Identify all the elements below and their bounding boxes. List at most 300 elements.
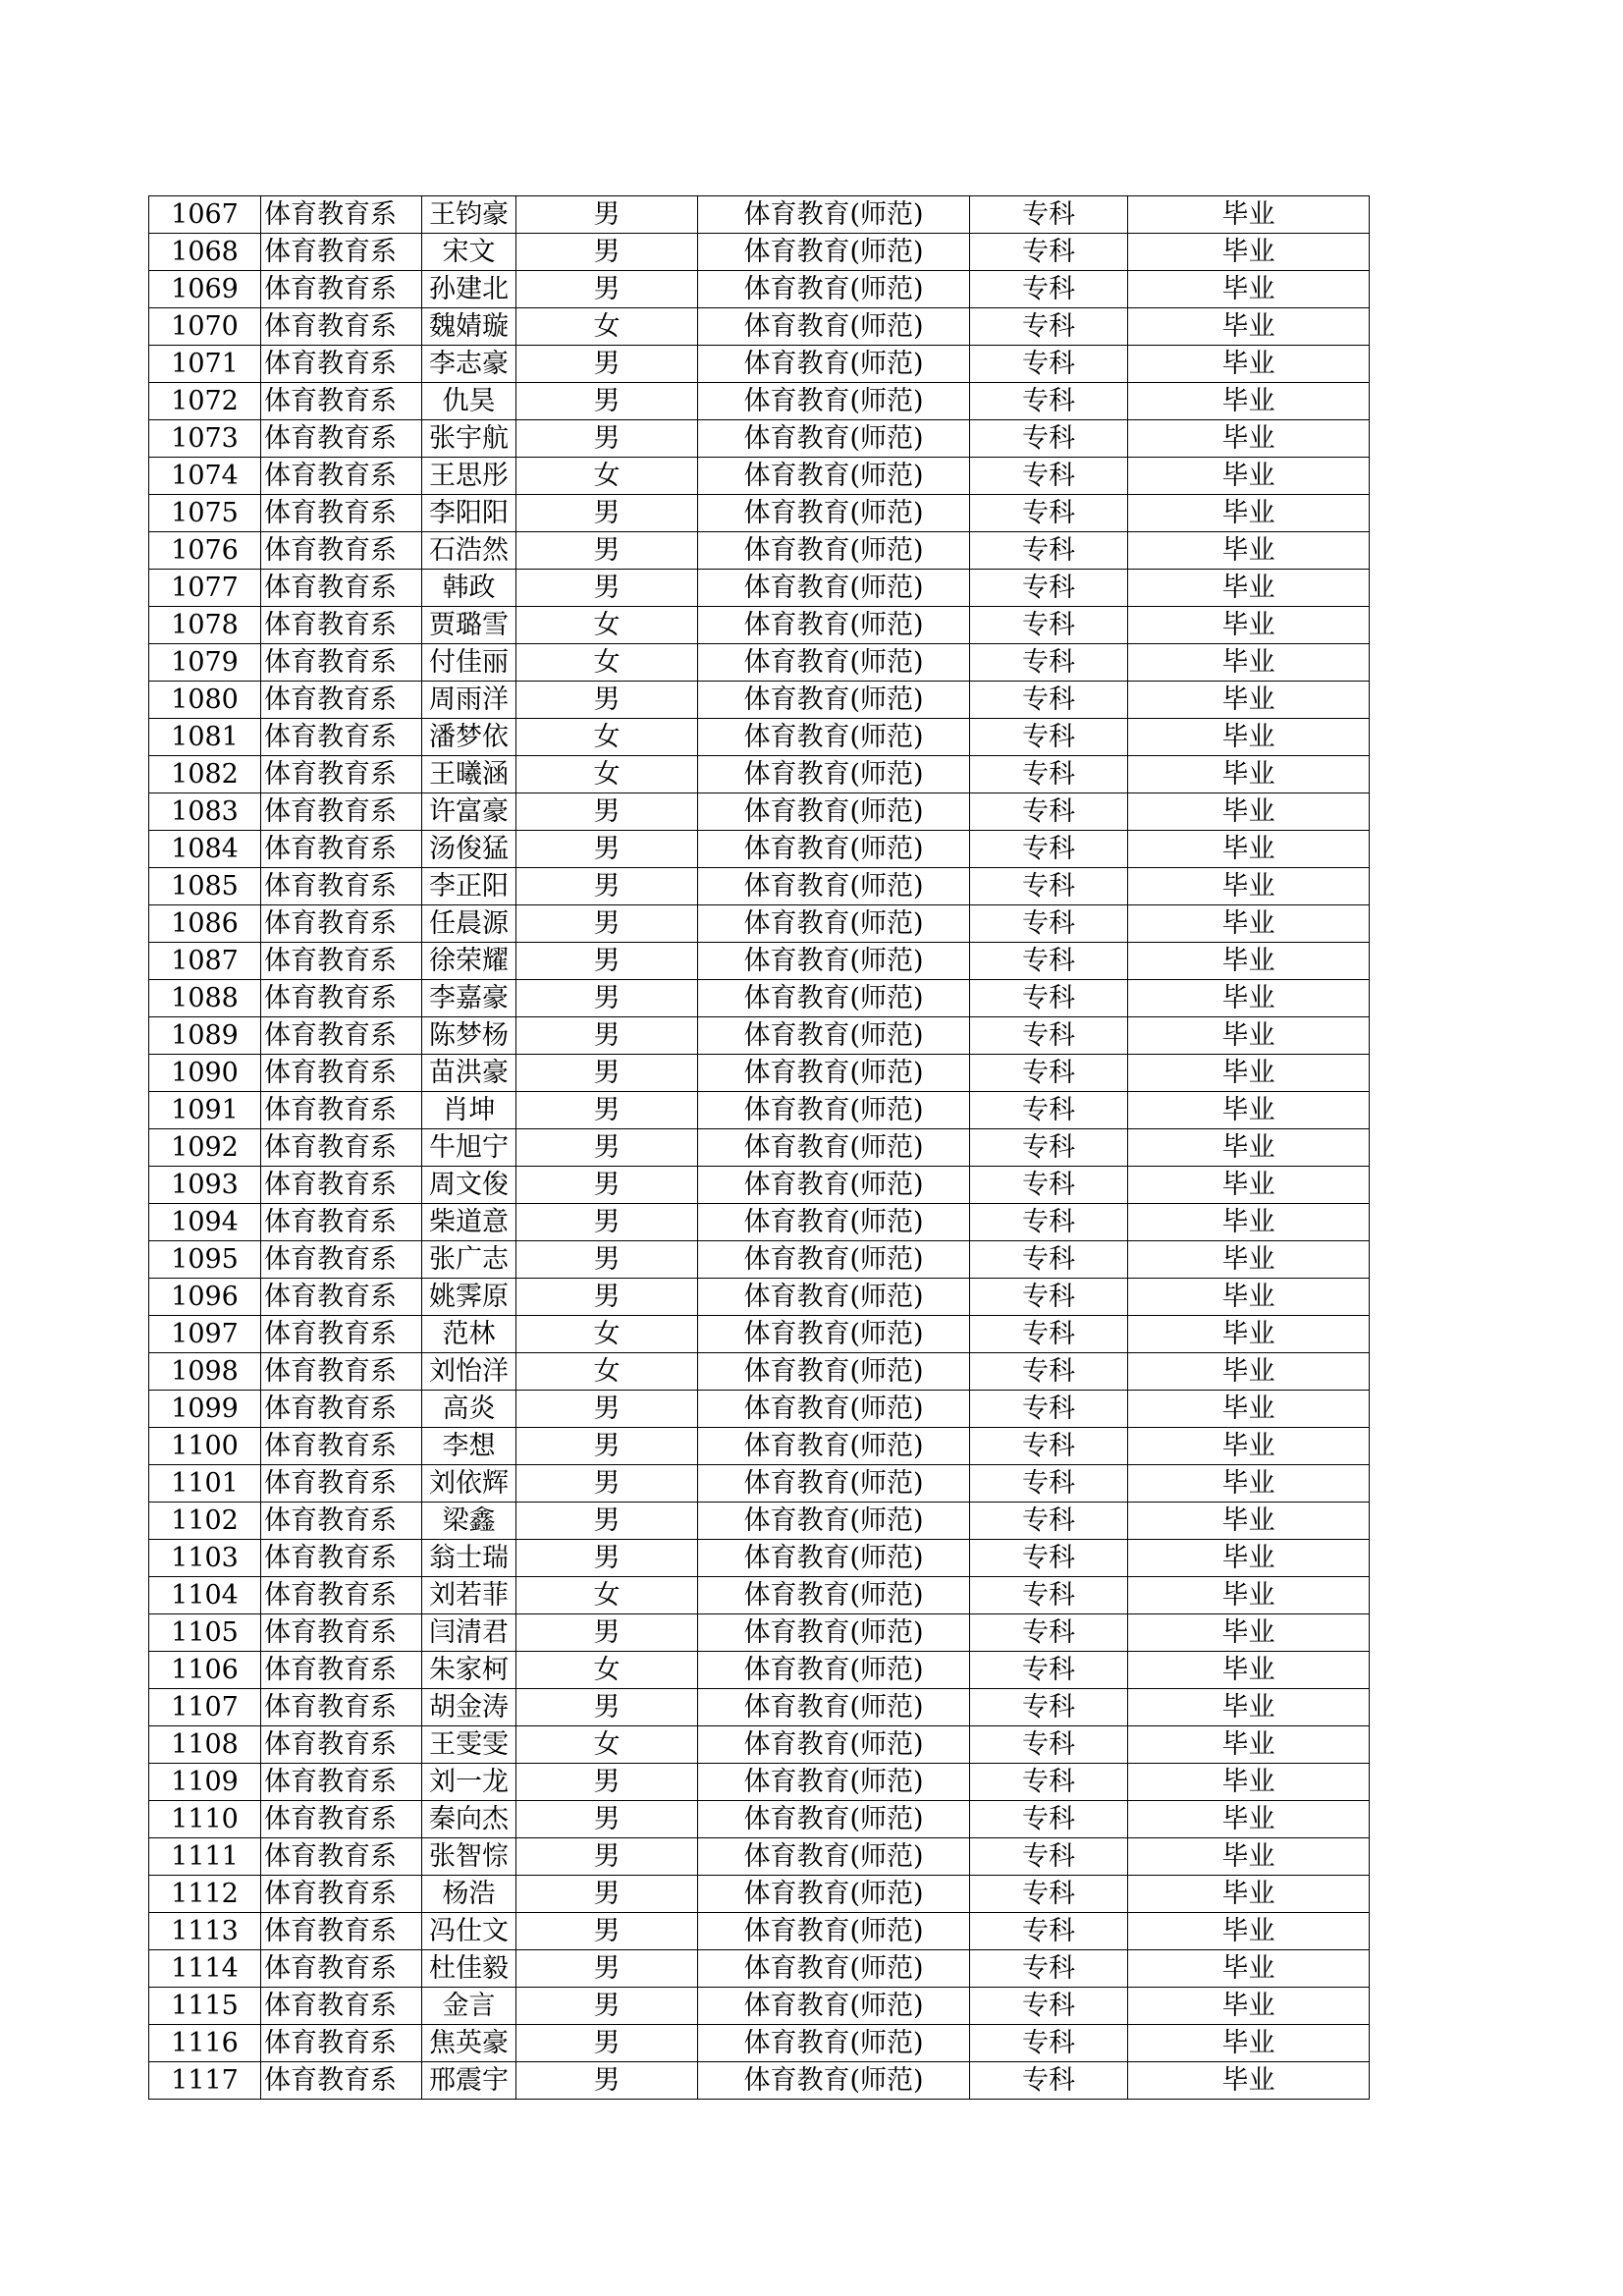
major-cell: 体育教育(师范) bbox=[698, 1652, 970, 1689]
row-number-cell: 1091 bbox=[149, 1092, 261, 1129]
major-cell: 体育教育(师范) bbox=[698, 383, 970, 420]
department-cell: 体育教育系 bbox=[261, 1652, 422, 1689]
student-name-cell: 闫清君 bbox=[422, 1614, 516, 1652]
student-name-cell: 王思彤 bbox=[422, 458, 516, 495]
department-cell: 体育教育系 bbox=[261, 1950, 422, 1988]
student-name-cell: 陈梦杨 bbox=[422, 1017, 516, 1055]
table-row bbox=[149, 271, 1370, 308]
student-name-cell: 仇昊 bbox=[422, 383, 516, 420]
graduation-status-cell: 毕业 bbox=[1128, 1391, 1370, 1428]
department-cell: 体育教育系 bbox=[261, 1726, 422, 1764]
row-number-cell: 1076 bbox=[149, 532, 261, 570]
major-cell: 体育教育(师范) bbox=[698, 1055, 970, 1092]
table-row bbox=[149, 1913, 1370, 1950]
gender-cell: 男 bbox=[516, 1988, 698, 2025]
education-level-cell: 专科 bbox=[970, 1726, 1128, 1764]
student-name-cell: 孙建北 bbox=[422, 271, 516, 308]
table-row bbox=[149, 1577, 1370, 1614]
department-cell: 体育教育系 bbox=[261, 1838, 422, 1876]
table-row bbox=[149, 1017, 1370, 1055]
education-level-cell: 专科 bbox=[970, 793, 1128, 831]
row-number-cell: 1092 bbox=[149, 1129, 261, 1167]
education-level-cell: 专科 bbox=[970, 980, 1128, 1017]
student-name-cell: 周雨洋 bbox=[422, 682, 516, 719]
major-cell: 体育教育(师范) bbox=[698, 1876, 970, 1913]
row-number-cell: 1102 bbox=[149, 1503, 261, 1540]
gender-cell: 男 bbox=[516, 1465, 698, 1503]
table-row bbox=[149, 1726, 1370, 1764]
gender-cell: 男 bbox=[516, 1876, 698, 1913]
department-cell: 体育教育系 bbox=[261, 1279, 422, 1316]
education-level-cell: 专科 bbox=[970, 532, 1128, 570]
student-name-cell: 高炎 bbox=[422, 1391, 516, 1428]
gender-cell: 男 bbox=[516, 1167, 698, 1204]
major-cell: 体育教育(师范) bbox=[698, 1092, 970, 1129]
table-row bbox=[149, 308, 1370, 346]
graduation-status-cell: 毕业 bbox=[1128, 1950, 1370, 1988]
student-name-cell: 李正阳 bbox=[422, 868, 516, 905]
education-level-cell: 专科 bbox=[970, 1241, 1128, 1279]
major-cell: 体育教育(师范) bbox=[698, 1204, 970, 1241]
student-name-cell: 柴道意 bbox=[422, 1204, 516, 1241]
graduation-status-cell: 毕业 bbox=[1128, 1241, 1370, 1279]
graduation-status-cell: 毕业 bbox=[1128, 1353, 1370, 1391]
table-row bbox=[149, 1876, 1370, 1913]
department-cell: 体育教育系 bbox=[261, 1241, 422, 1279]
department-cell: 体育教育系 bbox=[261, 346, 422, 383]
student-name-cell: 朱家柯 bbox=[422, 1652, 516, 1689]
row-number-cell: 1106 bbox=[149, 1652, 261, 1689]
row-number-cell: 1073 bbox=[149, 420, 261, 458]
student-name-cell: 姚霁原 bbox=[422, 1279, 516, 1316]
row-number-cell: 1079 bbox=[149, 644, 261, 682]
education-level-cell: 专科 bbox=[970, 1204, 1128, 1241]
education-level-cell: 专科 bbox=[970, 2062, 1128, 2100]
student-name-cell: 焦英豪 bbox=[422, 2025, 516, 2062]
graduation-status-cell: 毕业 bbox=[1128, 532, 1370, 570]
graduation-status-cell: 毕业 bbox=[1128, 1055, 1370, 1092]
major-cell: 体育教育(师范) bbox=[698, 570, 970, 607]
row-number-cell: 1087 bbox=[149, 943, 261, 980]
department-cell: 体育教育系 bbox=[261, 570, 422, 607]
row-number-cell: 1112 bbox=[149, 1876, 261, 1913]
department-cell: 体育教育系 bbox=[261, 1577, 422, 1614]
row-number-cell: 1067 bbox=[149, 196, 261, 234]
major-cell: 体育教育(师范) bbox=[698, 756, 970, 793]
row-number-cell: 1068 bbox=[149, 234, 261, 271]
major-cell: 体育教育(师范) bbox=[698, 1279, 970, 1316]
education-level-cell: 专科 bbox=[970, 607, 1128, 644]
major-cell: 体育教育(师范) bbox=[698, 868, 970, 905]
major-cell: 体育教育(师范) bbox=[698, 1689, 970, 1726]
graduation-status-cell: 毕业 bbox=[1128, 1092, 1370, 1129]
major-cell: 体育教育(师范) bbox=[698, 682, 970, 719]
student-name-cell: 冯仕文 bbox=[422, 1913, 516, 1950]
row-number-cell: 1117 bbox=[149, 2062, 261, 2100]
row-number-cell: 1107 bbox=[149, 1689, 261, 1726]
row-number-cell: 1070 bbox=[149, 308, 261, 346]
student-name-cell: 汤俊猛 bbox=[422, 831, 516, 868]
gender-cell: 男 bbox=[516, 682, 698, 719]
row-number-cell: 1114 bbox=[149, 1950, 261, 1988]
graduation-status-cell: 毕业 bbox=[1128, 234, 1370, 271]
education-level-cell: 专科 bbox=[970, 1838, 1128, 1876]
row-number-cell: 1083 bbox=[149, 793, 261, 831]
table-row bbox=[149, 2062, 1370, 2100]
gender-cell: 男 bbox=[516, 980, 698, 1017]
major-cell: 体育教育(师范) bbox=[698, 980, 970, 1017]
student-name-cell: 翁士瑞 bbox=[422, 1540, 516, 1577]
department-cell: 体育教育系 bbox=[261, 1988, 422, 2025]
gender-cell: 女 bbox=[516, 1577, 698, 1614]
education-level-cell: 专科 bbox=[970, 1689, 1128, 1726]
table-row bbox=[149, 532, 1370, 570]
table-row bbox=[149, 570, 1370, 607]
department-cell: 体育教育系 bbox=[261, 1353, 422, 1391]
graduation-status-cell: 毕业 bbox=[1128, 271, 1370, 308]
gender-cell: 男 bbox=[516, 532, 698, 570]
gender-cell: 男 bbox=[516, 1540, 698, 1577]
department-cell: 体育教育系 bbox=[261, 1503, 422, 1540]
department-cell: 体育教育系 bbox=[261, 1876, 422, 1913]
major-cell: 体育教育(师范) bbox=[698, 719, 970, 756]
graduation-status-cell: 毕业 bbox=[1128, 1801, 1370, 1838]
education-level-cell: 专科 bbox=[970, 271, 1128, 308]
gender-cell: 男 bbox=[516, 905, 698, 943]
student-name-cell: 肖坤 bbox=[422, 1092, 516, 1129]
table-row bbox=[149, 1428, 1370, 1465]
major-cell: 体育教育(师范) bbox=[698, 607, 970, 644]
department-cell: 体育教育系 bbox=[261, 308, 422, 346]
gender-cell: 男 bbox=[516, 2025, 698, 2062]
row-number-cell: 1099 bbox=[149, 1391, 261, 1428]
department-cell: 体育教育系 bbox=[261, 868, 422, 905]
student-name-cell: 牛旭宁 bbox=[422, 1129, 516, 1167]
graduate-roster-table bbox=[148, 195, 1370, 2100]
education-level-cell: 专科 bbox=[970, 458, 1128, 495]
table-row bbox=[149, 383, 1370, 420]
row-number-cell: 1110 bbox=[149, 1801, 261, 1838]
table-row bbox=[149, 1838, 1370, 1876]
education-level-cell: 专科 bbox=[970, 868, 1128, 905]
student-name-cell: 李想 bbox=[422, 1428, 516, 1465]
major-cell: 体育教育(师范) bbox=[698, 458, 970, 495]
education-level-cell: 专科 bbox=[970, 420, 1128, 458]
education-level-cell: 专科 bbox=[970, 1391, 1128, 1428]
department-cell: 体育教育系 bbox=[261, 831, 422, 868]
department-cell: 体育教育系 bbox=[261, 1167, 422, 1204]
table-row bbox=[149, 868, 1370, 905]
graduation-status-cell: 毕业 bbox=[1128, 308, 1370, 346]
graduation-status-cell: 毕业 bbox=[1128, 196, 1370, 234]
graduation-status-cell: 毕业 bbox=[1128, 1913, 1370, 1950]
major-cell: 体育教育(师范) bbox=[698, 793, 970, 831]
gender-cell: 男 bbox=[516, 420, 698, 458]
gender-cell: 男 bbox=[516, 1838, 698, 1876]
major-cell: 体育教育(师范) bbox=[698, 1838, 970, 1876]
graduation-status-cell: 毕业 bbox=[1128, 1204, 1370, 1241]
department-cell: 体育教育系 bbox=[261, 719, 422, 756]
graduation-status-cell: 毕业 bbox=[1128, 1838, 1370, 1876]
row-number-cell: 1078 bbox=[149, 607, 261, 644]
student-name-cell: 张广志 bbox=[422, 1241, 516, 1279]
major-cell: 体育教育(师范) bbox=[698, 1764, 970, 1801]
table-row bbox=[149, 1391, 1370, 1428]
row-number-cell: 1086 bbox=[149, 905, 261, 943]
student-name-cell: 李阳阳 bbox=[422, 495, 516, 532]
graduation-status-cell: 毕业 bbox=[1128, 980, 1370, 1017]
student-name-cell: 刘一龙 bbox=[422, 1764, 516, 1801]
table-row bbox=[149, 719, 1370, 756]
major-cell: 体育教育(师范) bbox=[698, 1726, 970, 1764]
gender-cell: 男 bbox=[516, 1428, 698, 1465]
gender-cell: 男 bbox=[516, 234, 698, 271]
table-row bbox=[149, 682, 1370, 719]
education-level-cell: 专科 bbox=[970, 1876, 1128, 1913]
student-name-cell: 杜佳毅 bbox=[422, 1950, 516, 1988]
education-level-cell: 专科 bbox=[970, 570, 1128, 607]
major-cell: 体育教育(师范) bbox=[698, 271, 970, 308]
major-cell: 体育教育(师范) bbox=[698, 1801, 970, 1838]
education-level-cell: 专科 bbox=[970, 1988, 1128, 2025]
row-number-cell: 1100 bbox=[149, 1428, 261, 1465]
department-cell: 体育教育系 bbox=[261, 607, 422, 644]
education-level-cell: 专科 bbox=[970, 1092, 1128, 1129]
table-row bbox=[149, 234, 1370, 271]
education-level-cell: 专科 bbox=[970, 1167, 1128, 1204]
major-cell: 体育教育(师范) bbox=[698, 1167, 970, 1204]
education-level-cell: 专科 bbox=[970, 1465, 1128, 1503]
table-row bbox=[149, 943, 1370, 980]
row-number-cell: 1085 bbox=[149, 868, 261, 905]
major-cell: 体育教育(师范) bbox=[698, 532, 970, 570]
gender-cell: 男 bbox=[516, 831, 698, 868]
table-row bbox=[149, 644, 1370, 682]
education-level-cell: 专科 bbox=[970, 308, 1128, 346]
gender-cell: 男 bbox=[516, 196, 698, 234]
row-number-cell: 1089 bbox=[149, 1017, 261, 1055]
table-row bbox=[149, 980, 1370, 1017]
row-number-cell: 1090 bbox=[149, 1055, 261, 1092]
education-level-cell: 专科 bbox=[970, 2025, 1128, 2062]
row-number-cell: 1081 bbox=[149, 719, 261, 756]
major-cell: 体育教育(师范) bbox=[698, 1465, 970, 1503]
student-name-cell: 范林 bbox=[422, 1316, 516, 1353]
gender-cell: 女 bbox=[516, 1316, 698, 1353]
graduation-status-cell: 毕业 bbox=[1128, 943, 1370, 980]
gender-cell: 女 bbox=[516, 1353, 698, 1391]
gender-cell: 女 bbox=[516, 1652, 698, 1689]
gender-cell: 男 bbox=[516, 1764, 698, 1801]
department-cell: 体育教育系 bbox=[261, 905, 422, 943]
graduation-status-cell: 毕业 bbox=[1128, 570, 1370, 607]
student-name-cell: 宋文 bbox=[422, 234, 516, 271]
education-level-cell: 专科 bbox=[970, 905, 1128, 943]
education-level-cell: 专科 bbox=[970, 756, 1128, 793]
graduation-status-cell: 毕业 bbox=[1128, 607, 1370, 644]
department-cell: 体育教育系 bbox=[261, 2025, 422, 2062]
table-row bbox=[149, 1689, 1370, 1726]
graduation-status-cell: 毕业 bbox=[1128, 756, 1370, 793]
gender-cell: 男 bbox=[516, 943, 698, 980]
student-name-cell: 韩政 bbox=[422, 570, 516, 607]
table-row bbox=[149, 793, 1370, 831]
gender-cell: 男 bbox=[516, 570, 698, 607]
graduation-status-cell: 毕业 bbox=[1128, 1540, 1370, 1577]
student-name-cell: 周文俊 bbox=[422, 1167, 516, 1204]
student-name-cell: 潘梦依 bbox=[422, 719, 516, 756]
gender-cell: 男 bbox=[516, 1204, 698, 1241]
row-number-cell: 1074 bbox=[149, 458, 261, 495]
table-row bbox=[149, 1540, 1370, 1577]
gender-cell: 男 bbox=[516, 383, 698, 420]
table-row bbox=[149, 1353, 1370, 1391]
student-name-cell: 梁鑫 bbox=[422, 1503, 516, 1540]
student-name-cell: 王钧豪 bbox=[422, 196, 516, 234]
education-level-cell: 专科 bbox=[970, 1055, 1128, 1092]
student-name-cell: 李嘉豪 bbox=[422, 980, 516, 1017]
department-cell: 体育教育系 bbox=[261, 495, 422, 532]
gender-cell: 男 bbox=[516, 1950, 698, 1988]
student-name-cell: 贾璐雪 bbox=[422, 607, 516, 644]
gender-cell: 男 bbox=[516, 1503, 698, 1540]
graduation-status-cell: 毕业 bbox=[1128, 1614, 1370, 1652]
table-row bbox=[149, 1167, 1370, 1204]
table-row bbox=[149, 756, 1370, 793]
gender-cell: 男 bbox=[516, 1129, 698, 1167]
student-name-cell: 刘依辉 bbox=[422, 1465, 516, 1503]
graduation-status-cell: 毕业 bbox=[1128, 1726, 1370, 1764]
department-cell: 体育教育系 bbox=[261, 1017, 422, 1055]
student-name-cell: 胡金涛 bbox=[422, 1689, 516, 1726]
table-row bbox=[149, 1614, 1370, 1652]
row-number-cell: 1095 bbox=[149, 1241, 261, 1279]
education-level-cell: 专科 bbox=[970, 1801, 1128, 1838]
graduation-status-cell: 毕业 bbox=[1128, 1876, 1370, 1913]
graduation-status-cell: 毕业 bbox=[1128, 1689, 1370, 1726]
student-name-cell: 秦向杰 bbox=[422, 1801, 516, 1838]
table-row bbox=[149, 1092, 1370, 1129]
education-level-cell: 专科 bbox=[970, 644, 1128, 682]
student-name-cell: 邢震宇 bbox=[422, 2062, 516, 2100]
gender-cell: 男 bbox=[516, 1055, 698, 1092]
education-level-cell: 专科 bbox=[970, 1614, 1128, 1652]
row-number-cell: 1072 bbox=[149, 383, 261, 420]
education-level-cell: 专科 bbox=[970, 346, 1128, 383]
table-row bbox=[149, 1652, 1370, 1689]
row-number-cell: 1113 bbox=[149, 1913, 261, 1950]
table-row bbox=[149, 1055, 1370, 1092]
education-level-cell: 专科 bbox=[970, 1316, 1128, 1353]
education-level-cell: 专科 bbox=[970, 1652, 1128, 1689]
major-cell: 体育教育(师范) bbox=[698, 1540, 970, 1577]
major-cell: 体育教育(师范) bbox=[698, 495, 970, 532]
gender-cell: 女 bbox=[516, 719, 698, 756]
student-name-cell: 魏婧璇 bbox=[422, 308, 516, 346]
department-cell: 体育教育系 bbox=[261, 1614, 422, 1652]
gender-cell: 女 bbox=[516, 1726, 698, 1764]
row-number-cell: 1082 bbox=[149, 756, 261, 793]
student-name-cell: 苗洪豪 bbox=[422, 1055, 516, 1092]
row-number-cell: 1101 bbox=[149, 1465, 261, 1503]
gender-cell: 男 bbox=[516, 495, 698, 532]
major-cell: 体育教育(师范) bbox=[698, 2025, 970, 2062]
department-cell: 体育教育系 bbox=[261, 1801, 422, 1838]
table-row bbox=[149, 495, 1370, 532]
row-number-cell: 1069 bbox=[149, 271, 261, 308]
row-number-cell: 1071 bbox=[149, 346, 261, 383]
department-cell: 体育教育系 bbox=[261, 1092, 422, 1129]
major-cell: 体育教育(师范) bbox=[698, 1241, 970, 1279]
graduation-status-cell: 毕业 bbox=[1128, 2062, 1370, 2100]
table-row bbox=[149, 1950, 1370, 1988]
education-level-cell: 专科 bbox=[970, 943, 1128, 980]
row-number-cell: 1097 bbox=[149, 1316, 261, 1353]
education-level-cell: 专科 bbox=[970, 1913, 1128, 1950]
row-number-cell: 1104 bbox=[149, 1577, 261, 1614]
table-row bbox=[149, 1764, 1370, 1801]
row-number-cell: 1109 bbox=[149, 1764, 261, 1801]
table-row bbox=[149, 2025, 1370, 2062]
student-name-cell: 任晨源 bbox=[422, 905, 516, 943]
row-number-cell: 1088 bbox=[149, 980, 261, 1017]
graduation-status-cell: 毕业 bbox=[1128, 793, 1370, 831]
table-row bbox=[149, 1503, 1370, 1540]
department-cell: 体育教育系 bbox=[261, 271, 422, 308]
gender-cell: 男 bbox=[516, 346, 698, 383]
student-name-cell: 刘怡洋 bbox=[422, 1353, 516, 1391]
gender-cell: 男 bbox=[516, 1689, 698, 1726]
major-cell: 体育教育(师范) bbox=[698, 1950, 970, 1988]
row-number-cell: 1108 bbox=[149, 1726, 261, 1764]
department-cell: 体育教育系 bbox=[261, 644, 422, 682]
department-cell: 体育教育系 bbox=[261, 420, 422, 458]
gender-cell: 女 bbox=[516, 308, 698, 346]
education-level-cell: 专科 bbox=[970, 1017, 1128, 1055]
major-cell: 体育教育(师范) bbox=[698, 1353, 970, 1391]
row-number-cell: 1103 bbox=[149, 1540, 261, 1577]
education-level-cell: 专科 bbox=[970, 1764, 1128, 1801]
row-number-cell: 1111 bbox=[149, 1838, 261, 1876]
gender-cell: 男 bbox=[516, 1801, 698, 1838]
education-level-cell: 专科 bbox=[970, 234, 1128, 271]
graduation-status-cell: 毕业 bbox=[1128, 1988, 1370, 2025]
graduation-status-cell: 毕业 bbox=[1128, 1017, 1370, 1055]
department-cell: 体育教育系 bbox=[261, 980, 422, 1017]
row-number-cell: 1093 bbox=[149, 1167, 261, 1204]
gender-cell: 男 bbox=[516, 1913, 698, 1950]
student-name-cell: 石浩然 bbox=[422, 532, 516, 570]
education-level-cell: 专科 bbox=[970, 1353, 1128, 1391]
department-cell: 体育教育系 bbox=[261, 196, 422, 234]
education-level-cell: 专科 bbox=[970, 1950, 1128, 1988]
graduation-status-cell: 毕业 bbox=[1128, 458, 1370, 495]
graduation-status-cell: 毕业 bbox=[1128, 644, 1370, 682]
education-level-cell: 专科 bbox=[970, 1577, 1128, 1614]
department-cell: 体育教育系 bbox=[261, 1055, 422, 1092]
graduation-status-cell: 毕业 bbox=[1128, 1167, 1370, 1204]
graduation-status-cell: 毕业 bbox=[1128, 1577, 1370, 1614]
major-cell: 体育教育(师范) bbox=[698, 1503, 970, 1540]
row-number-cell: 1080 bbox=[149, 682, 261, 719]
table-row bbox=[149, 905, 1370, 943]
department-cell: 体育教育系 bbox=[261, 234, 422, 271]
graduation-status-cell: 毕业 bbox=[1128, 1428, 1370, 1465]
row-number-cell: 1115 bbox=[149, 1988, 261, 2025]
gender-cell: 女 bbox=[516, 458, 698, 495]
table-row bbox=[149, 346, 1370, 383]
major-cell: 体育教育(师范) bbox=[698, 905, 970, 943]
